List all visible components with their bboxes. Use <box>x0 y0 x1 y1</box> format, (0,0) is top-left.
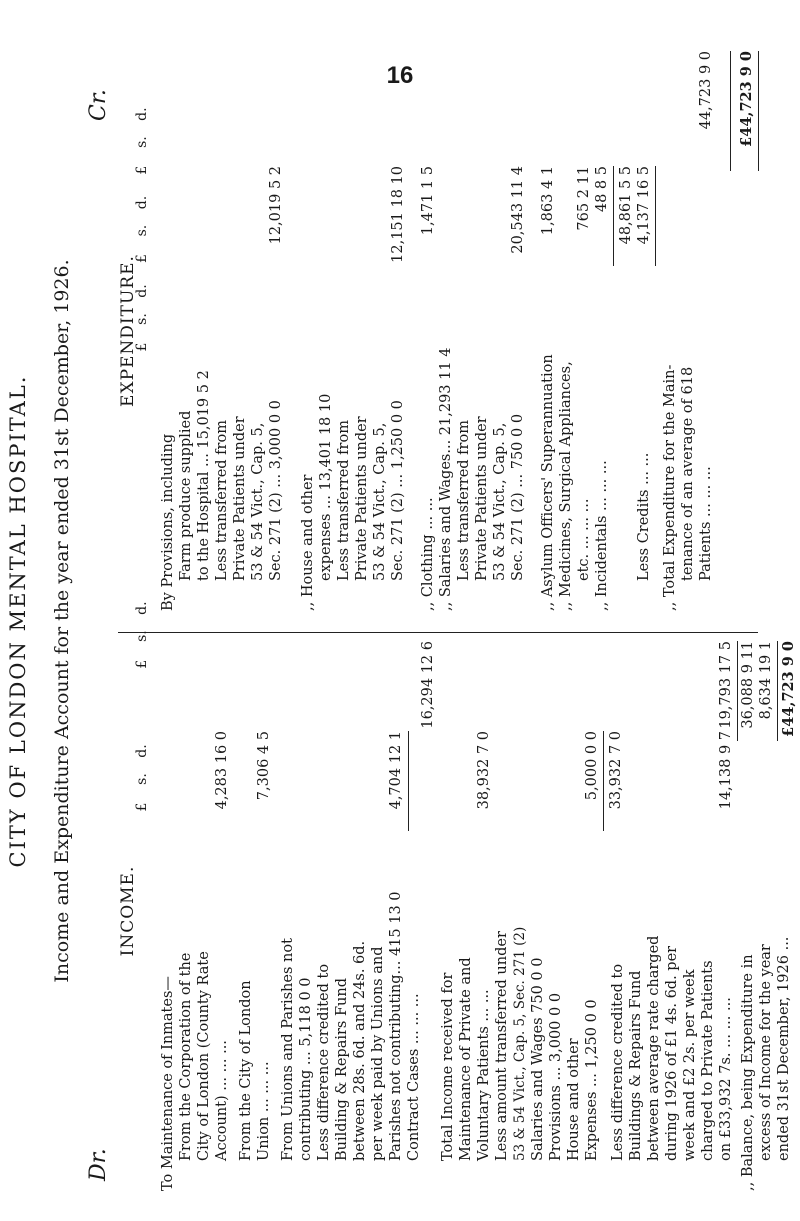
exp-amount-salaries-net: 20,543 11 4 <box>510 166 526 254</box>
account-sheet <box>6 41 797 1201</box>
exp-amount-clothing: 1,471 1 5 <box>420 166 436 236</box>
expenditure-line: Sec. 271 (2) ... 1,250 0 0 <box>390 400 406 581</box>
expenditure-line: Private Patients under <box>474 416 490 581</box>
expenditure-line: Patients ... ... ... <box>698 466 714 581</box>
rule <box>730 51 731 171</box>
income-column-head: £s.d. £s.d. <box>134 601 150 812</box>
rule <box>655 166 656 266</box>
income-line: Building & Repairs Fund <box>334 978 350 1161</box>
credit-label: Cr. <box>86 89 111 121</box>
rule <box>758 51 759 171</box>
income-amount-city-union: 7,306 4 5 <box>256 731 272 801</box>
rule <box>777 641 778 741</box>
expenditure-grand-total: £44,723 9 0 <box>738 51 755 147</box>
expenditure-line: etc. ... ... ... <box>576 498 592 581</box>
expenditure-line: expenses ... 13,401 18 10 <box>318 393 334 581</box>
income-amount-private-credit: 19,793 17 5 <box>718 641 734 729</box>
income-line: 53 & 54 Vict., Cap. 5, Sec. 271 (2) <box>512 926 528 1161</box>
rule <box>603 731 604 831</box>
exp-amount-house-net: 12,151 18 10 <box>390 166 406 263</box>
debit-label: Dr. <box>86 1148 111 1181</box>
income-line: ,, Balance, being Expenditure in <box>740 954 756 1191</box>
expenditure-line: Less transferred from <box>336 420 352 581</box>
income-amount-subtotal: 36,088 9 11 <box>740 641 756 729</box>
income-line: Union ... ... ... <box>256 1061 272 1161</box>
rule <box>737 641 738 741</box>
expenditure-line: 53 & 54 Vict., Cap. 5, <box>250 422 266 581</box>
exp-amount-superannuation: 1,863 4 1 <box>540 166 556 236</box>
income-line: Less difference credited to <box>316 963 332 1161</box>
income-line: Expenses ... 1,250 0 0 <box>584 999 600 1161</box>
page-number: 16 <box>386 62 414 89</box>
income-line: charged to Private Patients <box>700 960 716 1161</box>
income-line: excess of Income for the year <box>758 944 774 1161</box>
expenditure-line: ,, Total Expenditure for the Main- <box>662 364 678 611</box>
exp-amount-provisions-net: 12,019 5 2 <box>268 166 284 245</box>
exp-amount-total: 44,723 9 0 <box>698 51 714 130</box>
expenditure-line: Sec. 271 (2) ... 3,000 0 0 <box>268 400 284 581</box>
income-line: contributing ... 5,118 0 0 <box>298 977 314 1161</box>
expenditure-line: Private Patients under <box>232 416 248 581</box>
expenditure-title: EXPENDITURE. <box>118 255 138 407</box>
expenditure-line: 53 & 54 Vict., Cap. 5, <box>492 422 508 581</box>
income-line: Less difference credited to <box>610 963 626 1161</box>
income-line: week and £2 2s. per week <box>682 969 698 1161</box>
expenditure-line: ,, House and other <box>300 474 316 611</box>
document-subtitle: Income and Expenditure Account for the year ended 31st December, 1926. <box>51 259 73 983</box>
income-line: Buildings & Repairs Fund <box>628 970 644 1161</box>
income-line: on £33,932 7s. ... ... ... <box>718 997 734 1161</box>
income-line: From the Corporation of the <box>178 952 194 1161</box>
income-line: Parishes not contributing... 415 13 0 <box>388 891 404 1161</box>
exp-amount-credits: 4,137 16 5 <box>636 166 652 245</box>
income-line: during 1926 of £1 4s. 6d. per <box>664 945 680 1161</box>
income-line: per week paid by Unions and <box>370 946 386 1161</box>
expenditure-line: Private Patients under <box>354 416 370 581</box>
income-line: Contract Cases ... ... ... <box>406 993 422 1161</box>
income-line: Total Income received for <box>440 972 456 1161</box>
income-amount-private-net: 33,932 7 0 <box>608 731 624 810</box>
rule <box>408 731 409 831</box>
income-line: between average rate charged <box>646 935 662 1161</box>
income-line: ended 31st December, 1926 ... <box>776 936 792 1161</box>
income-grand-total: £44,723 9 0 <box>780 641 797 737</box>
income-amount-city-county: 4,283 16 0 <box>214 731 230 810</box>
expenditure-line: Less transferred from <box>214 420 230 581</box>
expenditure-line: to the Hospital ... 15,019 5 2 <box>196 370 212 581</box>
income-line: Less amount transferred under <box>494 931 510 1161</box>
income-line: From the City of London <box>238 980 254 1161</box>
expenditure-line: Less Credits ... ... <box>636 452 652 581</box>
expenditure-column-head: £s.d. £s.d. £s.d. <box>134 107 150 352</box>
expenditure-line: 53 & 54 Vict., Cap. 5, <box>372 422 388 581</box>
income-line: City of London (County Rate <box>196 951 212 1161</box>
income-amount-diff-private: 14,138 9 7 <box>718 731 734 810</box>
expenditure-line: ,, Incidentals ... ... ... <box>594 460 610 611</box>
expenditure-line: ,, Asylum Officers' Superannuation <box>540 354 556 611</box>
expenditure-line: By Provisions, including <box>160 433 176 611</box>
income-amount-transfer-total: 5,000 0 0 <box>584 731 600 801</box>
exp-amount-incidentals: 48 8 5 <box>594 166 610 213</box>
income-line: To Maintenance of Inmates— <box>160 976 176 1191</box>
expenditure-line: ,, Medicines, Surgical Appliances, <box>558 361 574 611</box>
document-title: CITY OF LONDON MENTAL HOSPITAL. <box>6 374 30 868</box>
rule <box>613 166 614 266</box>
income-amount-unions-net: 4,704 12 1 <box>388 731 404 810</box>
income-line: House and other <box>566 1038 582 1161</box>
exp-amount-subtotal: 48,861 5 5 <box>618 166 634 245</box>
income-amount-balance: 8,634 19 1 <box>758 641 774 720</box>
exp-amount-medicines: 765 2 11 <box>576 166 592 231</box>
income-line: From Unions and Parishes not <box>280 938 296 1161</box>
income-amount-maint-total: 16,294 12 6 <box>420 641 436 729</box>
income-line: Salaries and Wages 750 0 0 <box>530 957 546 1161</box>
expenditure-line: Less transferred from <box>456 420 472 581</box>
income-line: Account) ... ... ... <box>214 1040 230 1161</box>
income-line: Maintenance of Private and <box>458 957 474 1161</box>
expenditure-line: ,, Clothing ... ... <box>420 497 436 611</box>
centre-divider <box>118 632 758 633</box>
income-line: Voluntary Patients ... ... <box>476 989 492 1161</box>
expenditure-line: Sec. 271 (2) ... 750 0 0 <box>510 413 526 581</box>
income-line: Provisions ... 3,000 0 0 <box>548 992 564 1161</box>
income-title: INCOME. <box>118 865 138 957</box>
expenditure-line: Farm produce supplied <box>178 410 194 581</box>
expenditure-line: ,, Salaries and Wages... 21,293 11 4 <box>438 347 454 611</box>
income-amount-private-total: 38,932 7 0 <box>476 731 492 810</box>
expenditure-line: tenance of an average of 618 <box>680 366 696 581</box>
income-line: between 28s. 6d. and 24s. 6d. <box>352 940 368 1161</box>
